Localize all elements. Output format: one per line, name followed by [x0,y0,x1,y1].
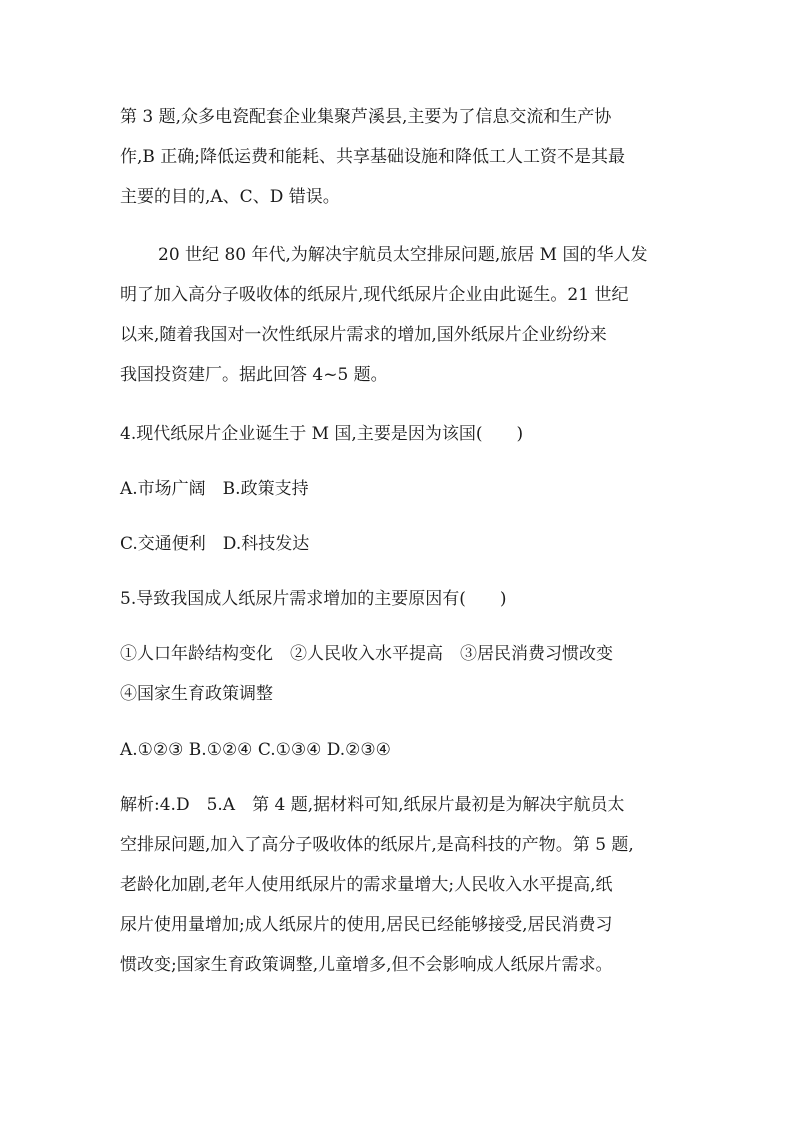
question-4-options-cd [120,524,680,564]
prev-explanation-line-1: 第 3 题,众多电瓷配套企业集聚芦溪县,主要为了信息交流和生产协 [120,107,612,127]
question-4-options-line-2: C.交通便利 D.科技发达 [120,534,310,554]
analysis-passage [120,785,680,985]
question-4 [120,414,680,454]
question-5-items-line-2: ④国家生育政策调整 [120,684,273,704]
analysis-line-3: 老龄化加剧,老年人使用纸尿片的需求量增大;人民收入水平提高,纸 [120,875,613,895]
analysis-line-5: 惯改变;国家生育政策调整,儿童增多,但不会影响成人纸尿片需求。 [120,955,613,975]
question-4-options-line-1: A.市场广阔 B.政策支持 [120,479,309,499]
prev-explanation-line-3: 主要的目的,A、C、D 错误。 [120,187,340,207]
question-4-stem: 4.现代纸尿片企业诞生于 M 国,主要是因为该国( ) [120,424,524,444]
analysis-line-4: 尿片使用量增加;成人纸尿片的使用,居民已经能够接受,居民消费习 [120,915,613,935]
question-5-options-line: A.①②③ B.①②④ C.①③④ D.②③④ [120,740,391,760]
material-passage [120,235,680,395]
question-5 [120,579,680,619]
material-line-3: 以来,随着我国对一次性纸尿片需求的增加,国外纸尿片企业纷纷来 [120,325,607,345]
question-4-options-ab [120,469,680,509]
question-5-items [120,634,680,714]
material-line-2: 明了加入高分子吸收体的纸尿片,现代纸尿片企业由此诞生。21 世纪 [120,285,629,305]
question-5-items-line-1: ①人口年龄结构变化 ②人民收入水平提高 ③居民消费习惯改变 [120,644,613,664]
material-line-4: 我国投资建厂。据此回答 4~5 题。 [120,365,388,385]
question-5-stem: 5.导致我国成人纸尿片需求增加的主要原因有( ) [120,589,507,609]
prev-explanation-line-2: 作,B 正确;降低运费和能耗、共享基础设施和降低工人工资不是其最 [120,147,626,167]
question-5-options [120,730,680,770]
material-line-1: 20 世纪 80 年代,为解决宇航员太空排尿问题,旅居 M 国的华人发 [158,245,648,265]
analysis-line-1: 解析:4.D 5.A 第 4 题,据材料可知,纸尿片最初是为解决宇航员太 [120,795,625,815]
analysis-line-2: 空排尿问题,加入了高分子吸收体的纸尿片,是高科技的产物。第 5 题, [120,835,634,855]
prev-explanation [120,97,680,217]
